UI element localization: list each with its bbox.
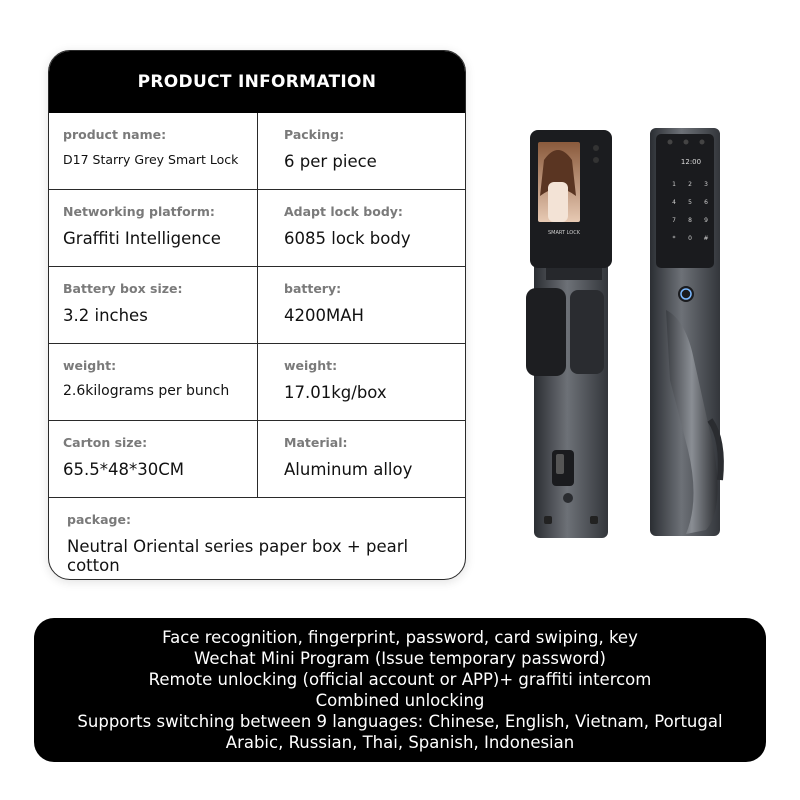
inner-handle (526, 288, 566, 376)
keypad-key[interactable]: 4 (672, 199, 676, 206)
info-label: product name: (63, 127, 167, 142)
card-title: PRODUCT INFORMATION (49, 51, 465, 113)
info-label: package: (67, 512, 131, 527)
info-table (49, 113, 465, 574)
feature-line: Wechat Mini Program (Issue temporary password) (194, 649, 606, 668)
product-info-card (48, 50, 466, 580)
info-value: 4200MAH (284, 306, 364, 325)
keypad-key[interactable]: 5 (688, 199, 692, 206)
info-row (49, 420, 465, 497)
feature-line: Combined unlocking (315, 691, 485, 710)
info-label: weight: (284, 358, 338, 373)
info-label: Material: (284, 435, 348, 450)
info-cell-weight-box (257, 344, 465, 420)
features-panel (34, 618, 766, 762)
keypad-key[interactable]: 2 (688, 181, 692, 188)
info-value: 17.01kg/box (284, 383, 387, 402)
keypad-key[interactable]: 9 (704, 217, 708, 224)
info-label: battery: (284, 281, 342, 296)
info-cell-packing (257, 113, 465, 189)
info-cell-networking-platform (49, 190, 257, 266)
info-value: 2.6kilograms per bunch (63, 383, 230, 399)
outer-lock-panel (650, 128, 721, 536)
inner-lock-panel (526, 130, 612, 538)
info-row-package (49, 497, 465, 574)
info-cell-product-name (49, 113, 257, 189)
info-cell-battery-box-size (49, 267, 257, 343)
keypad-key[interactable]: 1 (672, 181, 676, 188)
info-cell-battery (257, 267, 465, 343)
info-row (49, 189, 465, 266)
info-row (49, 343, 465, 420)
info-label: Carton size: (63, 435, 148, 450)
keypad-key[interactable]: 7 (672, 217, 676, 224)
info-label: Networking platform: (63, 204, 215, 219)
keypad-key[interactable]: 0 (688, 235, 692, 242)
info-value: 6 per piece (284, 152, 377, 171)
keypad-time: 12:00 (680, 158, 702, 166)
feature-line: Face recognition, fingerprint, password, card swiping, key (162, 628, 638, 647)
info-value: D17 Starry Grey Smart Lock (63, 152, 239, 167)
info-value: 3.2 inches (63, 306, 148, 325)
info-value: Aluminum alloy (284, 460, 413, 479)
smart-lock-image (510, 120, 750, 550)
keypad-key[interactable]: * (672, 235, 676, 242)
keypad-key[interactable]: # (703, 235, 709, 242)
feature-line: Arabic, Russian, Thai, Spanish, Indonesian (225, 733, 575, 752)
info-row (49, 266, 465, 343)
keypad-key[interactable]: 6 (704, 199, 708, 206)
info-label: Adapt lock body: (284, 204, 403, 219)
info-cell-material (257, 421, 465, 497)
info-label: weight: (63, 358, 117, 373)
info-value: 65.5*48*30CM (63, 460, 184, 479)
info-value: Neutral Oriental series paper box + pearl cotton (67, 537, 409, 575)
info-cell-package (49, 498, 465, 574)
info-cell-carton-size (49, 421, 257, 497)
info-value: 6085 lock body (284, 229, 411, 248)
keypad-key[interactable]: 3 (704, 181, 708, 188)
info-cell-lock-body (257, 190, 465, 266)
keypad-key[interactable]: 8 (688, 217, 692, 224)
info-label: Packing: (284, 127, 345, 142)
info-row (49, 113, 465, 189)
info-label: Battery box size: (63, 281, 183, 296)
info-cell-weight-bunch (49, 344, 257, 420)
screen-brand-text: SMART LOCK (548, 230, 580, 236)
info-value: Graffiti Intelligence (63, 229, 221, 248)
feature-line: Remote unlocking (official account or APP)+ graffiti intercom (148, 670, 652, 689)
feature-line: Supports switching between 9 languages: Chinese, English, Vietnam, Portugal (77, 712, 723, 731)
